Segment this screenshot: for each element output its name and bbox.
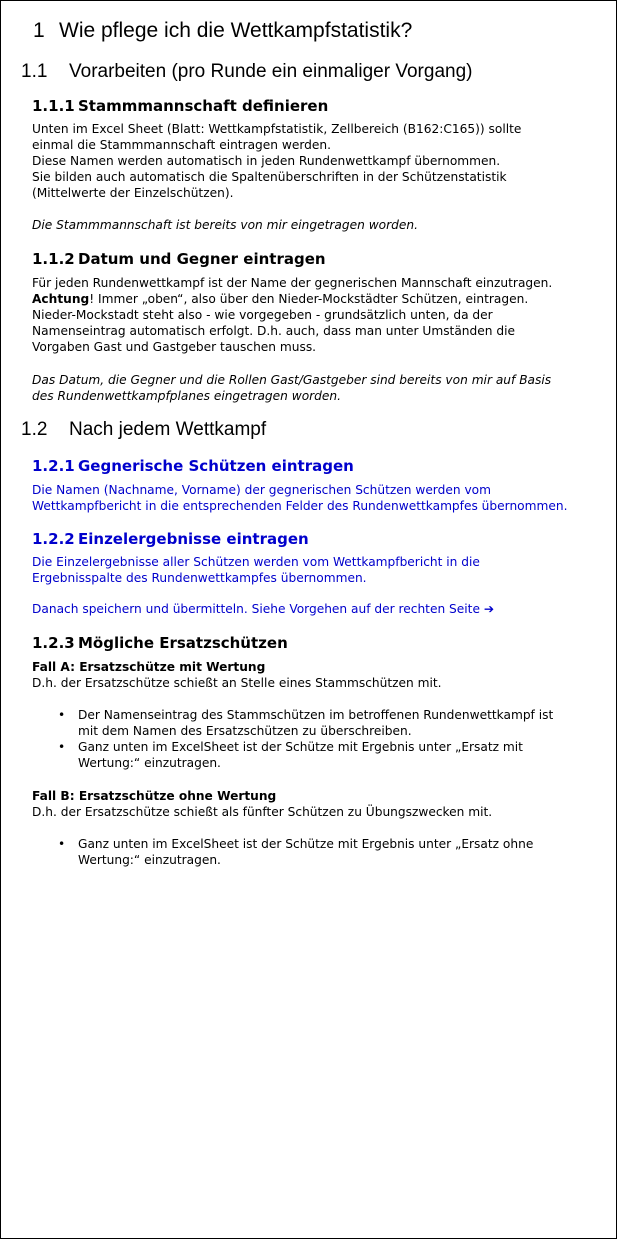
section-1-1-2-text	[32, 275, 617, 355]
text-line: Namenseintrag automatisch erfolgt. D.h. auch, dass man unter Umständen die	[32, 324, 515, 338]
heading-1-1-2-number: 1.1.2	[32, 250, 75, 268]
heading-1-1-1-number: 1.1.1	[32, 97, 75, 115]
bullet-icon: •	[58, 837, 66, 851]
bullet-line: Wertung:“ einzutragen.	[78, 756, 221, 770]
heading-1-1	[21, 61, 472, 83]
achtung-label: Achtung	[32, 292, 90, 306]
heading-1	[33, 19, 412, 43]
heading-1-1-1-title: Stammmannschaft definieren	[78, 97, 329, 115]
fall-a-desc: D.h. der Ersatzschütze schießt an Stelle eines Stammschützen mit.	[32, 676, 442, 690]
text-line: (Mittelwerte der Einzelschützen).	[32, 186, 234, 200]
note-line: des Rundenwettkampfplanes eingetragen worden.	[32, 389, 342, 403]
section-1-1-1-note	[32, 217, 617, 233]
fall-b-block	[32, 788, 617, 820]
text-line: Diese Namen werden automatisch in jeden Rundenwettkampf übernommen.	[32, 154, 501, 168]
heading-1-2	[21, 419, 266, 441]
text-line	[32, 291, 617, 307]
after-text: Danach speichern und übermitteln. Siehe Vorgehen auf der rechten Seite	[32, 602, 480, 616]
heading-1-number: 1	[33, 19, 45, 42]
heading-1-2-2-number: 1.2.2	[32, 530, 75, 548]
heading-1-2-2-title: Einzelergebnisse eintragen	[78, 530, 309, 548]
achtung-text: ! Immer „oben“, also über den Nieder-Mockstädter Schützen, eintragen.	[89, 292, 529, 306]
section-1-2-1-text	[32, 482, 617, 514]
section-1-2-2-after	[32, 601, 617, 617]
text-line: Sie bilden auch automatisch die Spaltenüberschriften in der Schützenstatistik	[32, 170, 507, 184]
heading-1-2-title: Nach jedem Wettkampf	[69, 419, 267, 440]
text-line: Die Namen (Nachname, Vorname) der gegnerischen Schützen werden vom	[32, 483, 491, 497]
heading-1-title: Wie pflege ich die Wettkampfstatistik?	[59, 19, 413, 42]
text-line: Die Einzelergebnisse aller Schützen werden vom Wettkampfbericht in die	[32, 555, 480, 569]
heading-1-2-3-number: 1.2.3	[32, 634, 75, 652]
heading-1-1-title: Vorarbeiten (pro Runde ein einmaliger Vorgang)	[69, 61, 473, 82]
note-line: Das Datum, die Gegner und die Rollen Gast/Gastgeber sind bereits von mir auf Basis	[32, 373, 552, 387]
section-1-1-1-text	[32, 121, 617, 201]
heading-1-2-number: 1.2	[21, 419, 48, 440]
text-line: Wettkampfbericht in die entsprechenden Felder des Rundenwettkampfes übernommen.	[32, 499, 568, 513]
fall-a-bullet-1	[78, 707, 614, 739]
fall-a-block	[32, 659, 617, 691]
heading-1-2-3-title: Mögliche Ersatzschützen	[78, 634, 288, 652]
text-line	[32, 601, 617, 617]
fall-a-title: Fall A: Ersatzschütze mit Wertung	[32, 660, 266, 674]
bullet-line: Wertung:“ einzutragen.	[78, 853, 221, 867]
fall-b-bullet-1	[78, 836, 614, 868]
heading-1-1-number: 1.1	[21, 61, 48, 82]
fall-b-desc: D.h. der Ersatzschütze schießt als fünfter Schützen zu Übungszwecken mit.	[32, 805, 493, 819]
section-1-1-2-note	[32, 372, 617, 404]
text-line: Vorgaben Gast und Gastgeber tauschen muss.	[32, 340, 317, 354]
arrow-right-icon: ➔	[483, 602, 495, 616]
bullet-line: Ganz unten im ExcelSheet ist der Schütze mit Ergebnis unter „Ersatz mit	[78, 740, 523, 754]
section-1-2-2-text	[32, 554, 617, 586]
heading-1-1-1	[32, 97, 328, 115]
heading-1-1-2	[32, 250, 326, 268]
bullet-line: mit dem Namen des Ersatzschützen zu überschreiben.	[78, 724, 412, 738]
fall-a-bullet-2	[78, 739, 614, 771]
heading-1-2-2	[32, 530, 309, 548]
heading-1-2-3	[32, 634, 288, 652]
text-line: Ergebnisspalte des Rundenwettkampfes übernommen.	[32, 571, 367, 585]
text-line: einmal die Stammmannschaft eintragen werden.	[32, 138, 331, 152]
heading-1-2-1	[32, 457, 354, 475]
note-text: Die Stammmannschaft ist bereits von mir eingetragen worden.	[32, 218, 418, 232]
heading-1-2-1-number: 1.2.1	[32, 457, 75, 475]
bullet-line: Der Namenseintrag des Stammschützen im betroffenen Rundenwettkampf ist	[78, 708, 554, 722]
heading-1-1-2-title: Datum und Gegner eintragen	[78, 250, 326, 268]
heading-1-2-1-title: Gegnerische Schützen eintragen	[78, 457, 354, 475]
text-line: Nieder-Mockstadt steht also - wie vorgegeben - grundsätzlich unten, da der	[32, 308, 493, 322]
fall-b-title: Fall B: Ersatzschütze ohne Wertung	[32, 789, 277, 803]
bullet-icon: •	[58, 740, 66, 754]
bullet-line: Ganz unten im ExcelSheet ist der Schütze mit Ergebnis unter „Ersatz ohne	[78, 837, 534, 851]
text-line: Für jeden Rundenwettkampf ist der Name der gegnerischen Mannschaft einzutragen.	[32, 276, 553, 290]
bullet-icon: •	[58, 708, 66, 722]
text-line: Unten im Excel Sheet (Blatt: Wettkampfstatistik, Zellbereich (B162:C165)) sollte	[32, 122, 522, 136]
